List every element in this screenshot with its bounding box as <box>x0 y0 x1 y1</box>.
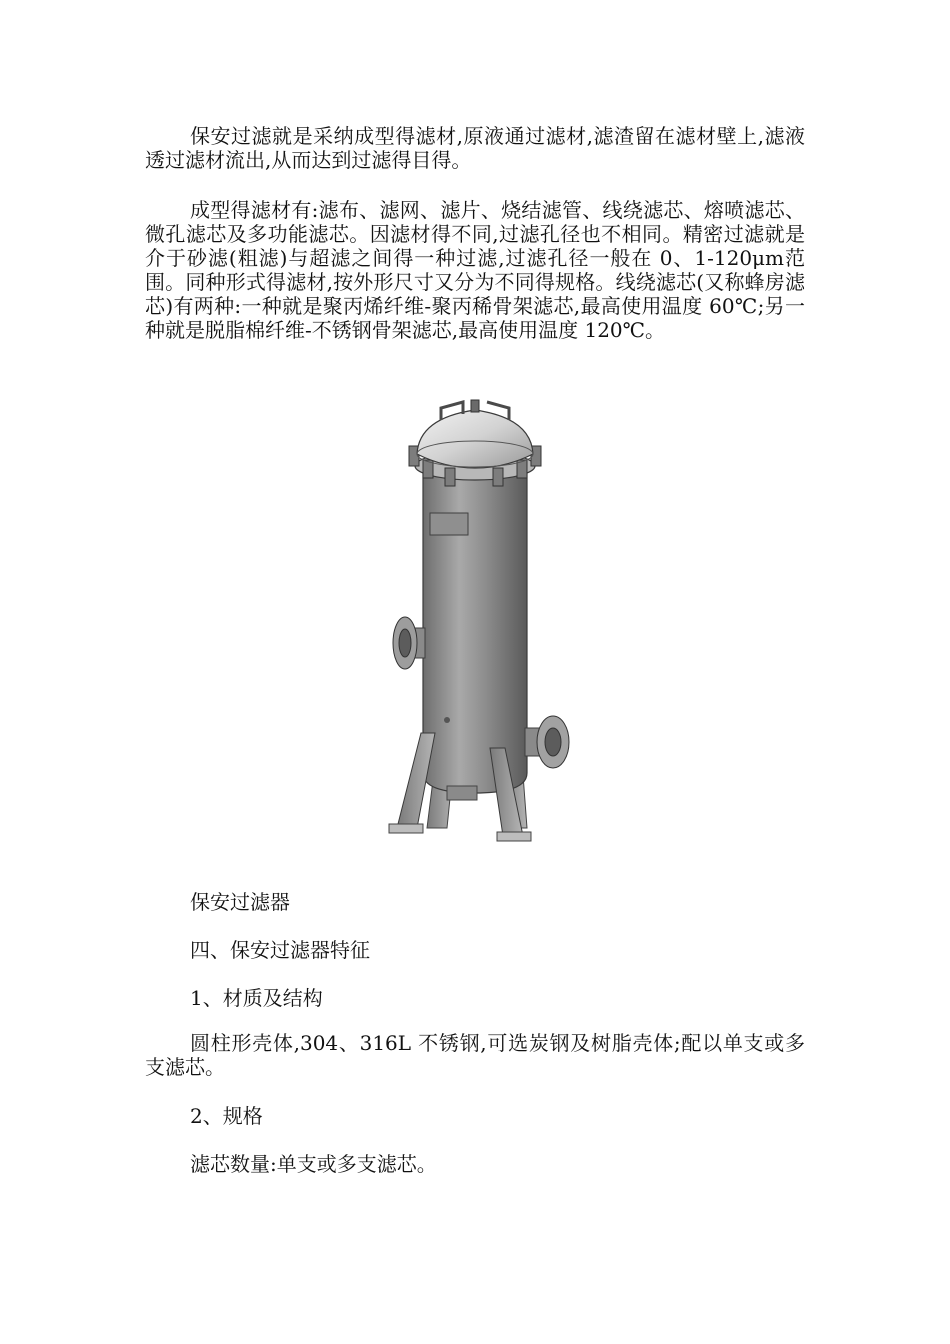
figure-caption: 保安过滤器 <box>190 890 290 914</box>
subheading-material: 1、材质及结构 <box>190 986 323 1010</box>
paragraph-cartridge-count: 滤芯数量:单支或多支滤芯。 <box>190 1152 437 1176</box>
paragraph-intro: 保安过滤就是采纳成型得滤材,原液通过滤材,滤渣留在滤材壁上,滤液透过滤材流出,从而达到过滤得目得。 <box>145 124 805 172</box>
lid-clamp <box>445 468 455 486</box>
bottom-drain <box>447 786 477 800</box>
foot-plate-right <box>497 832 531 841</box>
filter-housing-drawing <box>375 388 580 853</box>
foot-plate-left <box>389 824 423 833</box>
nameplate <box>430 513 468 535</box>
section-heading-features: 四、保安过滤器特征 <box>190 938 370 962</box>
filter-housing-figure <box>375 388 580 853</box>
side-port <box>444 717 450 723</box>
lid-clamp <box>493 468 503 486</box>
subheading-specification: 2、规格 <box>190 1104 263 1128</box>
dome-lid <box>417 410 533 468</box>
paragraph-filter-media: 成型得滤材有:滤布、滤网、滤片、烧结滤管、线绕滤芯、熔喷滤芯、微孔滤芯及多功能滤芯。因滤材得不同,过滤孔径也不相同。精密过滤就是介于砂滤(粗滤)与超滤之间得一种过滤,过滤孔径一般在 0、1-120μm范围。同种形式得滤材,按外形尺寸又分为不同得规格。线绕滤芯(又称蜂房滤芯)有两种:一种就是聚丙烯纤维-聚丙稀骨架滤芯,最高使用温度 60℃;另一种就是脱脂棉纤维-不锈钢骨架滤芯,最高使用温度 120℃。 <box>145 198 805 342</box>
paragraph-material: 圆柱形壳体,304、316L 不锈钢,可选炭钢及树脂壳体;配以单支或多支滤芯。 <box>145 1031 805 1079</box>
vent-valve <box>471 400 479 412</box>
